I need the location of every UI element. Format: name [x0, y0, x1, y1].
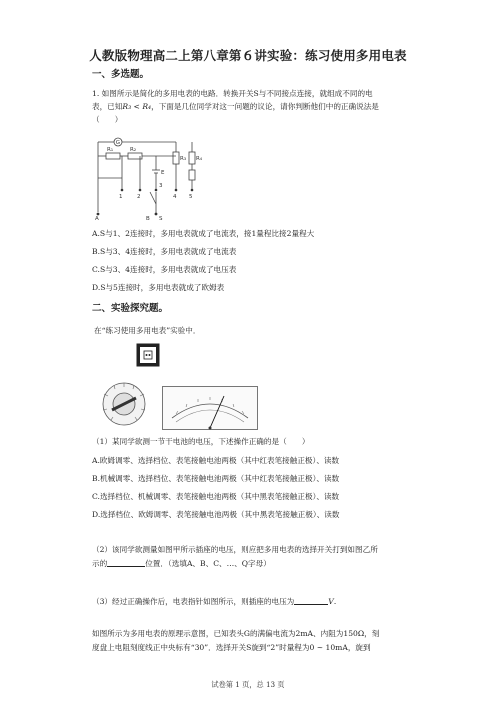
q2-sub2-text: 示的 [92, 559, 108, 568]
resistor-r3-label: R₃ [180, 156, 187, 162]
battery-e-label: E [161, 170, 165, 176]
contact-2-label: 2 [137, 194, 141, 200]
resistor-r2-label: R₂ [130, 147, 137, 153]
q3-line1: 如图所示为多用电表的原理示意图，已知表头G的满偏电流为2mA、内阻为150Ω，刻 [92, 629, 380, 638]
selector-dial-figure [96, 380, 152, 428]
q2-sub1: （1）某同学欲测一节干电池的电压，下述操作正确的是（ ） [92, 437, 310, 446]
q1-stem-text: 表，已知 [92, 102, 123, 111]
q1-option-d: D.S与5连接时，多用电表就成了欧姆表 [92, 283, 225, 292]
terminal-b-label: B [146, 216, 150, 220]
contact-5-label: 5 [189, 194, 193, 200]
q1-option-a: A.S与1、2连接时，多用电表就成了电流表，接1量程比接2量程大 [92, 229, 315, 238]
meter-face-figure [162, 386, 258, 430]
q1-math-expr: R₃ < R₄ [122, 102, 152, 111]
q3-line2: 度盘上电阻刻度线正中央标有“30”．选择开关S旋到“2”时量程为0 ~ 10mA，旋到 [92, 643, 371, 652]
q2-sub3-unit: V． [328, 597, 342, 606]
contact-3-label: 3 [159, 183, 163, 189]
section-heading-experiment: 二、实验探究题。 [92, 303, 169, 314]
resistor-r1-label: R₁ [107, 147, 114, 153]
answer-blank-selector-position[interactable] [107, 557, 145, 567]
q2-option-a: A.欧姆调零、选择档位、表笔接触电池两极（其中红表笔接触正极）、读数 [92, 456, 340, 465]
q1-option-c: C.S与3、4连接时，多用电表就成了电压表 [92, 265, 237, 274]
resistor-r4-label: R₄ [196, 156, 203, 162]
q2-intro: 在“练习使用多用电表”实验中． [94, 326, 201, 335]
switch-s-label: S [159, 216, 163, 220]
socket-figure [136, 343, 160, 367]
q2-sub3 [92, 595, 341, 608]
contact-1-label: 1 [119, 194, 123, 200]
q2-option-b: B.机械调零、选择档位、表笔接触电池两极（其中红表笔接触正极）、读数 [92, 474, 340, 483]
q2-sub2-line2 [92, 557, 271, 570]
q2-sub2-line1: （2）该同学欲测量如图甲所示插座的电压，则应把多用电表的选择开关打到如图乙所 [92, 545, 378, 554]
page-footer: 试卷第 1 页，总 13 页 [211, 680, 285, 689]
q2-option-c: C.选择档位、机械调零、表笔接触电池两极（其中黑表笔接触正极）、读数 [92, 492, 340, 501]
answer-blank-voltage[interactable] [294, 595, 328, 605]
contact-4-label: 4 [173, 194, 177, 200]
q1-stem-line1: 1. 如图所示是简化的多用电表的电路．转换开关S与不同接点连接，就组成不同的电 [92, 89, 373, 98]
section-heading-multiple-choice: 一、多选题。 [92, 69, 150, 80]
q1-option-b: B.S与3、4连接时，多用电表就成了电流表 [92, 247, 237, 256]
q2-sub3-text: （3）经过正确操作后，电表指针如图所示，则插座的电压为 [92, 597, 295, 606]
q1-stem-text-cont: ，下面是几位同学对这一问题的议论，请你判断他们中的正确说法是 [151, 102, 379, 111]
q1-circuit-diagram [92, 134, 214, 220]
q1-stem-line2 [92, 101, 379, 113]
q1-answer-bracket: （ ） [92, 115, 123, 124]
terminal-a-label: A [95, 216, 99, 220]
q2-sub2-text-cont: 位置．（选填A、B、C、…、Q字母） [145, 559, 271, 568]
page-title: 人教版物理高二上第八章第６讲实验：练习使用多用电表 [89, 48, 407, 63]
q2-option-d: D.选择档位、欧姆调零、表笔接触电池两极（其中黑表笔接触正极）、读数 [92, 510, 340, 519]
galvanometer-label: G [115, 140, 121, 146]
